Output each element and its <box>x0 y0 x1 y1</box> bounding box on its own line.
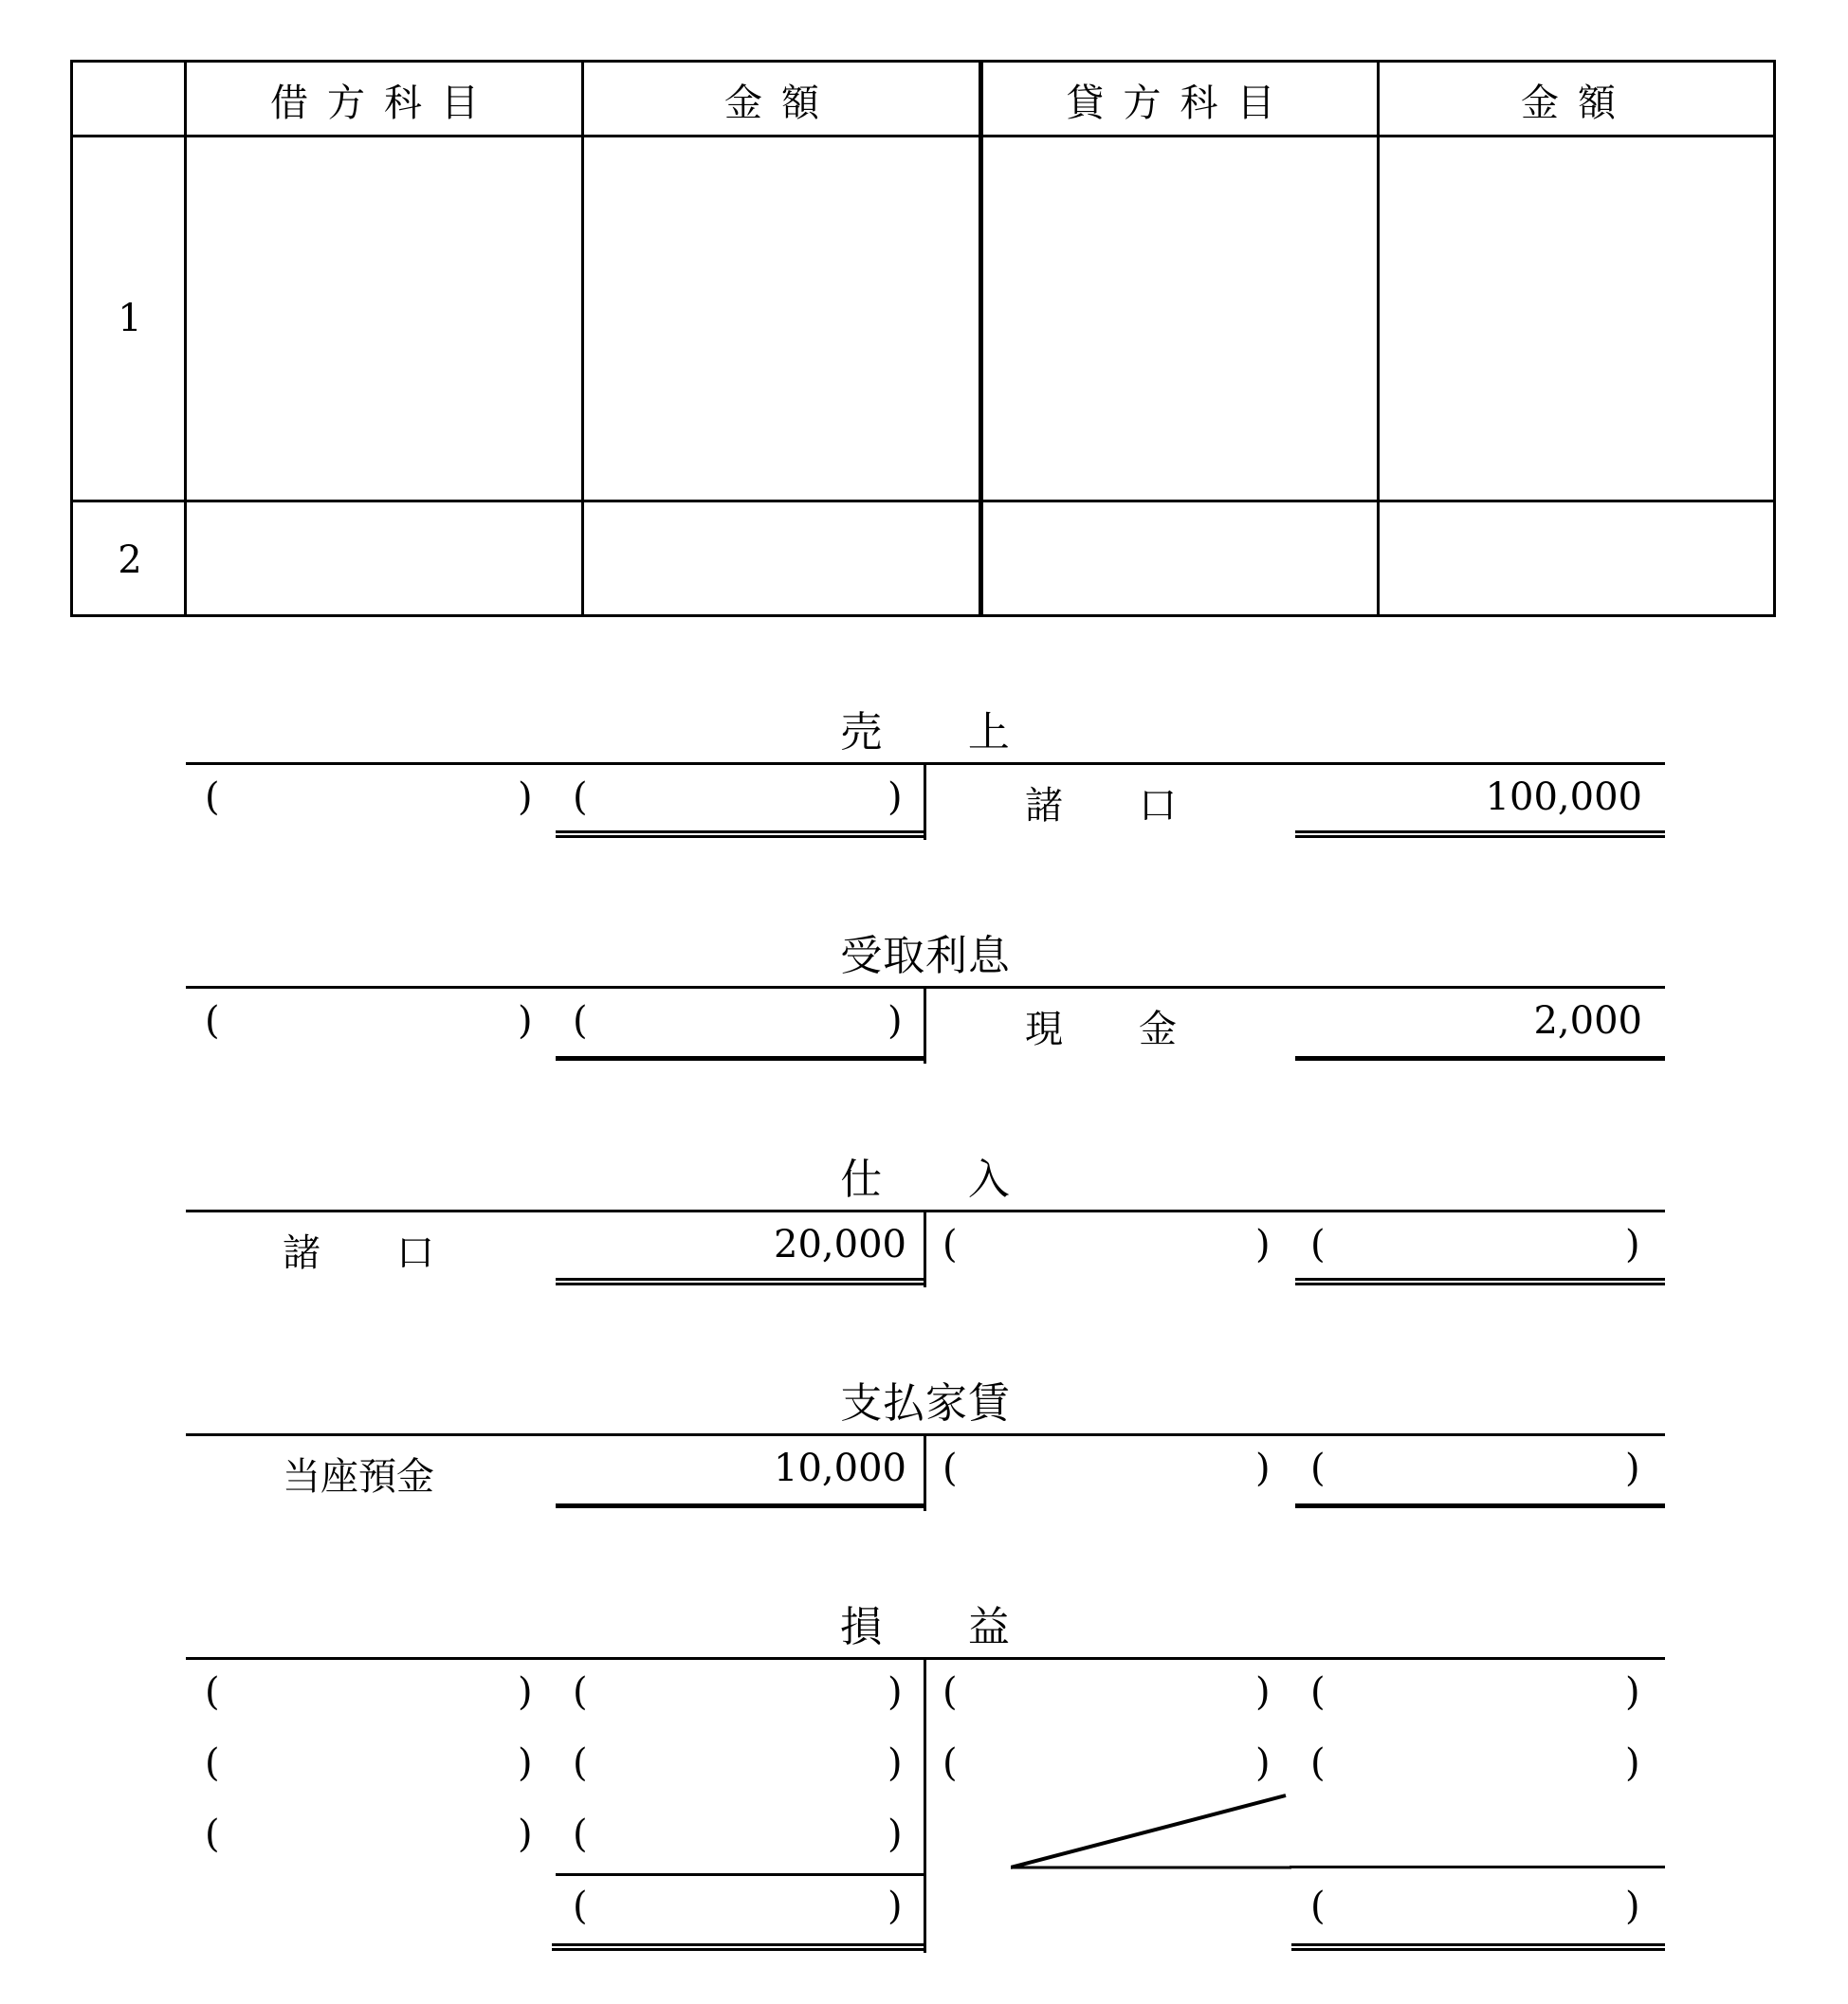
paren-close: ) <box>887 999 903 1043</box>
subtotal-rule <box>556 1873 925 1876</box>
paren-close: ) <box>518 1813 533 1856</box>
paren-open: ( <box>1310 1447 1326 1490</box>
paren-close: ) <box>1625 1741 1640 1785</box>
paren-close: ) <box>518 1741 533 1785</box>
t-account-profit-loss <box>186 1593 1665 1953</box>
paren-close: ) <box>887 1813 903 1856</box>
blank-debit-amount[interactable] <box>601 1001 876 1047</box>
paren-close: ) <box>1625 1670 1640 1714</box>
account-title: 仕 入 <box>840 1156 1011 1204</box>
paren-open: ( <box>573 775 588 819</box>
blank-credit-total[interactable] <box>1339 1886 1614 1932</box>
t-account-sales <box>186 698 1665 840</box>
double-underline <box>1291 1943 1665 1951</box>
paren-close: ) <box>887 775 903 819</box>
journal-entry-table <box>70 60 1776 617</box>
credit-account-label: 諸 口 <box>1025 784 1177 828</box>
t-account-interest-received <box>186 921 1665 1064</box>
blank-debit-total[interactable] <box>601 1886 876 1932</box>
double-underline <box>556 1278 925 1285</box>
account-center-rule <box>924 1657 926 1953</box>
subtotal-rule <box>1290 1866 1665 1868</box>
debit-amount-value: 20,000 <box>774 1223 906 1266</box>
paren-close: ) <box>887 1670 903 1714</box>
blank-credit-amount[interactable] <box>1339 1448 1614 1494</box>
blank-debit-amount[interactable] <box>601 1672 876 1718</box>
total-underline <box>1295 1056 1665 1061</box>
total-underline <box>556 1503 925 1508</box>
blank-credit-amount[interactable] <box>1339 1225 1614 1270</box>
blank-debit-account[interactable] <box>233 777 518 823</box>
paren-close: ) <box>518 1670 533 1714</box>
paren-open: ( <box>573 1885 588 1928</box>
credit-account-cell[interactable] <box>983 502 1377 617</box>
double-underline <box>1295 830 1665 838</box>
paren-open: ( <box>205 1813 220 1856</box>
account-title: 売 上 <box>840 708 1011 756</box>
credit-amount-cell[interactable] <box>1380 502 1776 617</box>
debit-account-cell[interactable] <box>187 502 581 617</box>
header-credit-account: 貸方科目 <box>1066 81 1294 125</box>
debit-account-label: 当座預金 <box>283 1455 434 1499</box>
paren-close: ) <box>1625 1447 1640 1490</box>
credit-amount-value: 100,000 <box>1485 775 1642 819</box>
blank-debit-account[interactable] <box>233 1001 518 1047</box>
double-underline <box>552 1943 925 1951</box>
paren-open: ( <box>1310 1885 1326 1928</box>
double-underline <box>556 830 925 838</box>
blank-credit-account[interactable] <box>971 1448 1255 1494</box>
paren-open: ( <box>205 999 220 1043</box>
debit-account-cell[interactable] <box>187 137 581 500</box>
paren-open: ( <box>573 1741 588 1785</box>
credit-account-label: 現 金 <box>1025 1008 1177 1051</box>
paren-open: ( <box>205 775 220 819</box>
row-number: 2 <box>118 537 142 582</box>
debit-amount-cell[interactable] <box>584 137 979 500</box>
blank-debit-account[interactable] <box>233 1743 518 1789</box>
blank-credit-account[interactable] <box>971 1672 1255 1718</box>
row-number: 1 <box>118 297 142 340</box>
header-credit-amount: 金額 <box>1521 81 1635 125</box>
credit-amount-value: 2,000 <box>1533 999 1642 1043</box>
paren-open: ( <box>942 1670 958 1714</box>
blank-debit-amount[interactable] <box>601 777 876 823</box>
blank-credit-account[interactable] <box>971 1225 1255 1270</box>
paren-close: ) <box>1625 1885 1640 1928</box>
paren-close: ) <box>887 1885 903 1928</box>
debit-account-label: 諸 口 <box>283 1231 434 1275</box>
paren-close: ) <box>1255 1447 1271 1490</box>
cancel-diagonal-line <box>1011 1792 1674 1886</box>
debit-amount-cell[interactable] <box>584 502 979 617</box>
paren-open: ( <box>1310 1741 1326 1785</box>
paren-open: ( <box>1310 1223 1326 1266</box>
paren-open: ( <box>573 1813 588 1856</box>
paren-close: ) <box>887 1741 903 1785</box>
account-center-rule <box>924 762 926 840</box>
blank-debit-amount[interactable] <box>601 1743 876 1789</box>
t-account-purchases <box>186 1145 1665 1287</box>
paren-open: ( <box>205 1670 220 1714</box>
paren-close: ) <box>518 775 533 819</box>
paren-open: ( <box>205 1741 220 1785</box>
header-debit-amount: 金額 <box>724 81 838 125</box>
account-title: 支払家賃 <box>840 1379 1011 1428</box>
blank-credit-account[interactable] <box>971 1743 1255 1789</box>
account-center-rule <box>924 1210 926 1287</box>
total-underline <box>1295 1503 1665 1508</box>
paren-open: ( <box>942 1447 958 1490</box>
paren-close: ) <box>1625 1223 1640 1266</box>
debit-amount-value: 10,000 <box>774 1447 906 1490</box>
t-account-rent-paid <box>186 1369 1665 1511</box>
paren-close: ) <box>1255 1223 1271 1266</box>
credit-account-cell[interactable] <box>983 137 1377 500</box>
account-title: 損 益 <box>840 1603 1011 1651</box>
blank-debit-amount[interactable] <box>601 1814 876 1860</box>
paren-open: ( <box>942 1741 958 1785</box>
paren-close: ) <box>1255 1670 1271 1714</box>
paren-open: ( <box>942 1223 958 1266</box>
header-debit-account: 借方科目 <box>270 81 498 125</box>
paren-open: ( <box>573 1670 588 1714</box>
blank-credit-amount[interactable] <box>1339 1743 1614 1789</box>
paren-close: ) <box>518 999 533 1043</box>
paren-open: ( <box>573 999 588 1043</box>
double-underline <box>1295 1278 1665 1285</box>
credit-amount-cell[interactable] <box>1380 137 1776 500</box>
account-center-rule <box>924 1433 926 1511</box>
total-underline <box>556 1056 925 1061</box>
account-center-rule <box>924 986 926 1064</box>
blank-credit-amount[interactable] <box>1339 1672 1614 1718</box>
paren-open: ( <box>1310 1670 1326 1714</box>
account-title: 受取利息 <box>840 932 1011 980</box>
blank-debit-account[interactable] <box>233 1814 518 1860</box>
blank-debit-account[interactable] <box>233 1672 518 1718</box>
paren-close: ) <box>1255 1741 1271 1785</box>
